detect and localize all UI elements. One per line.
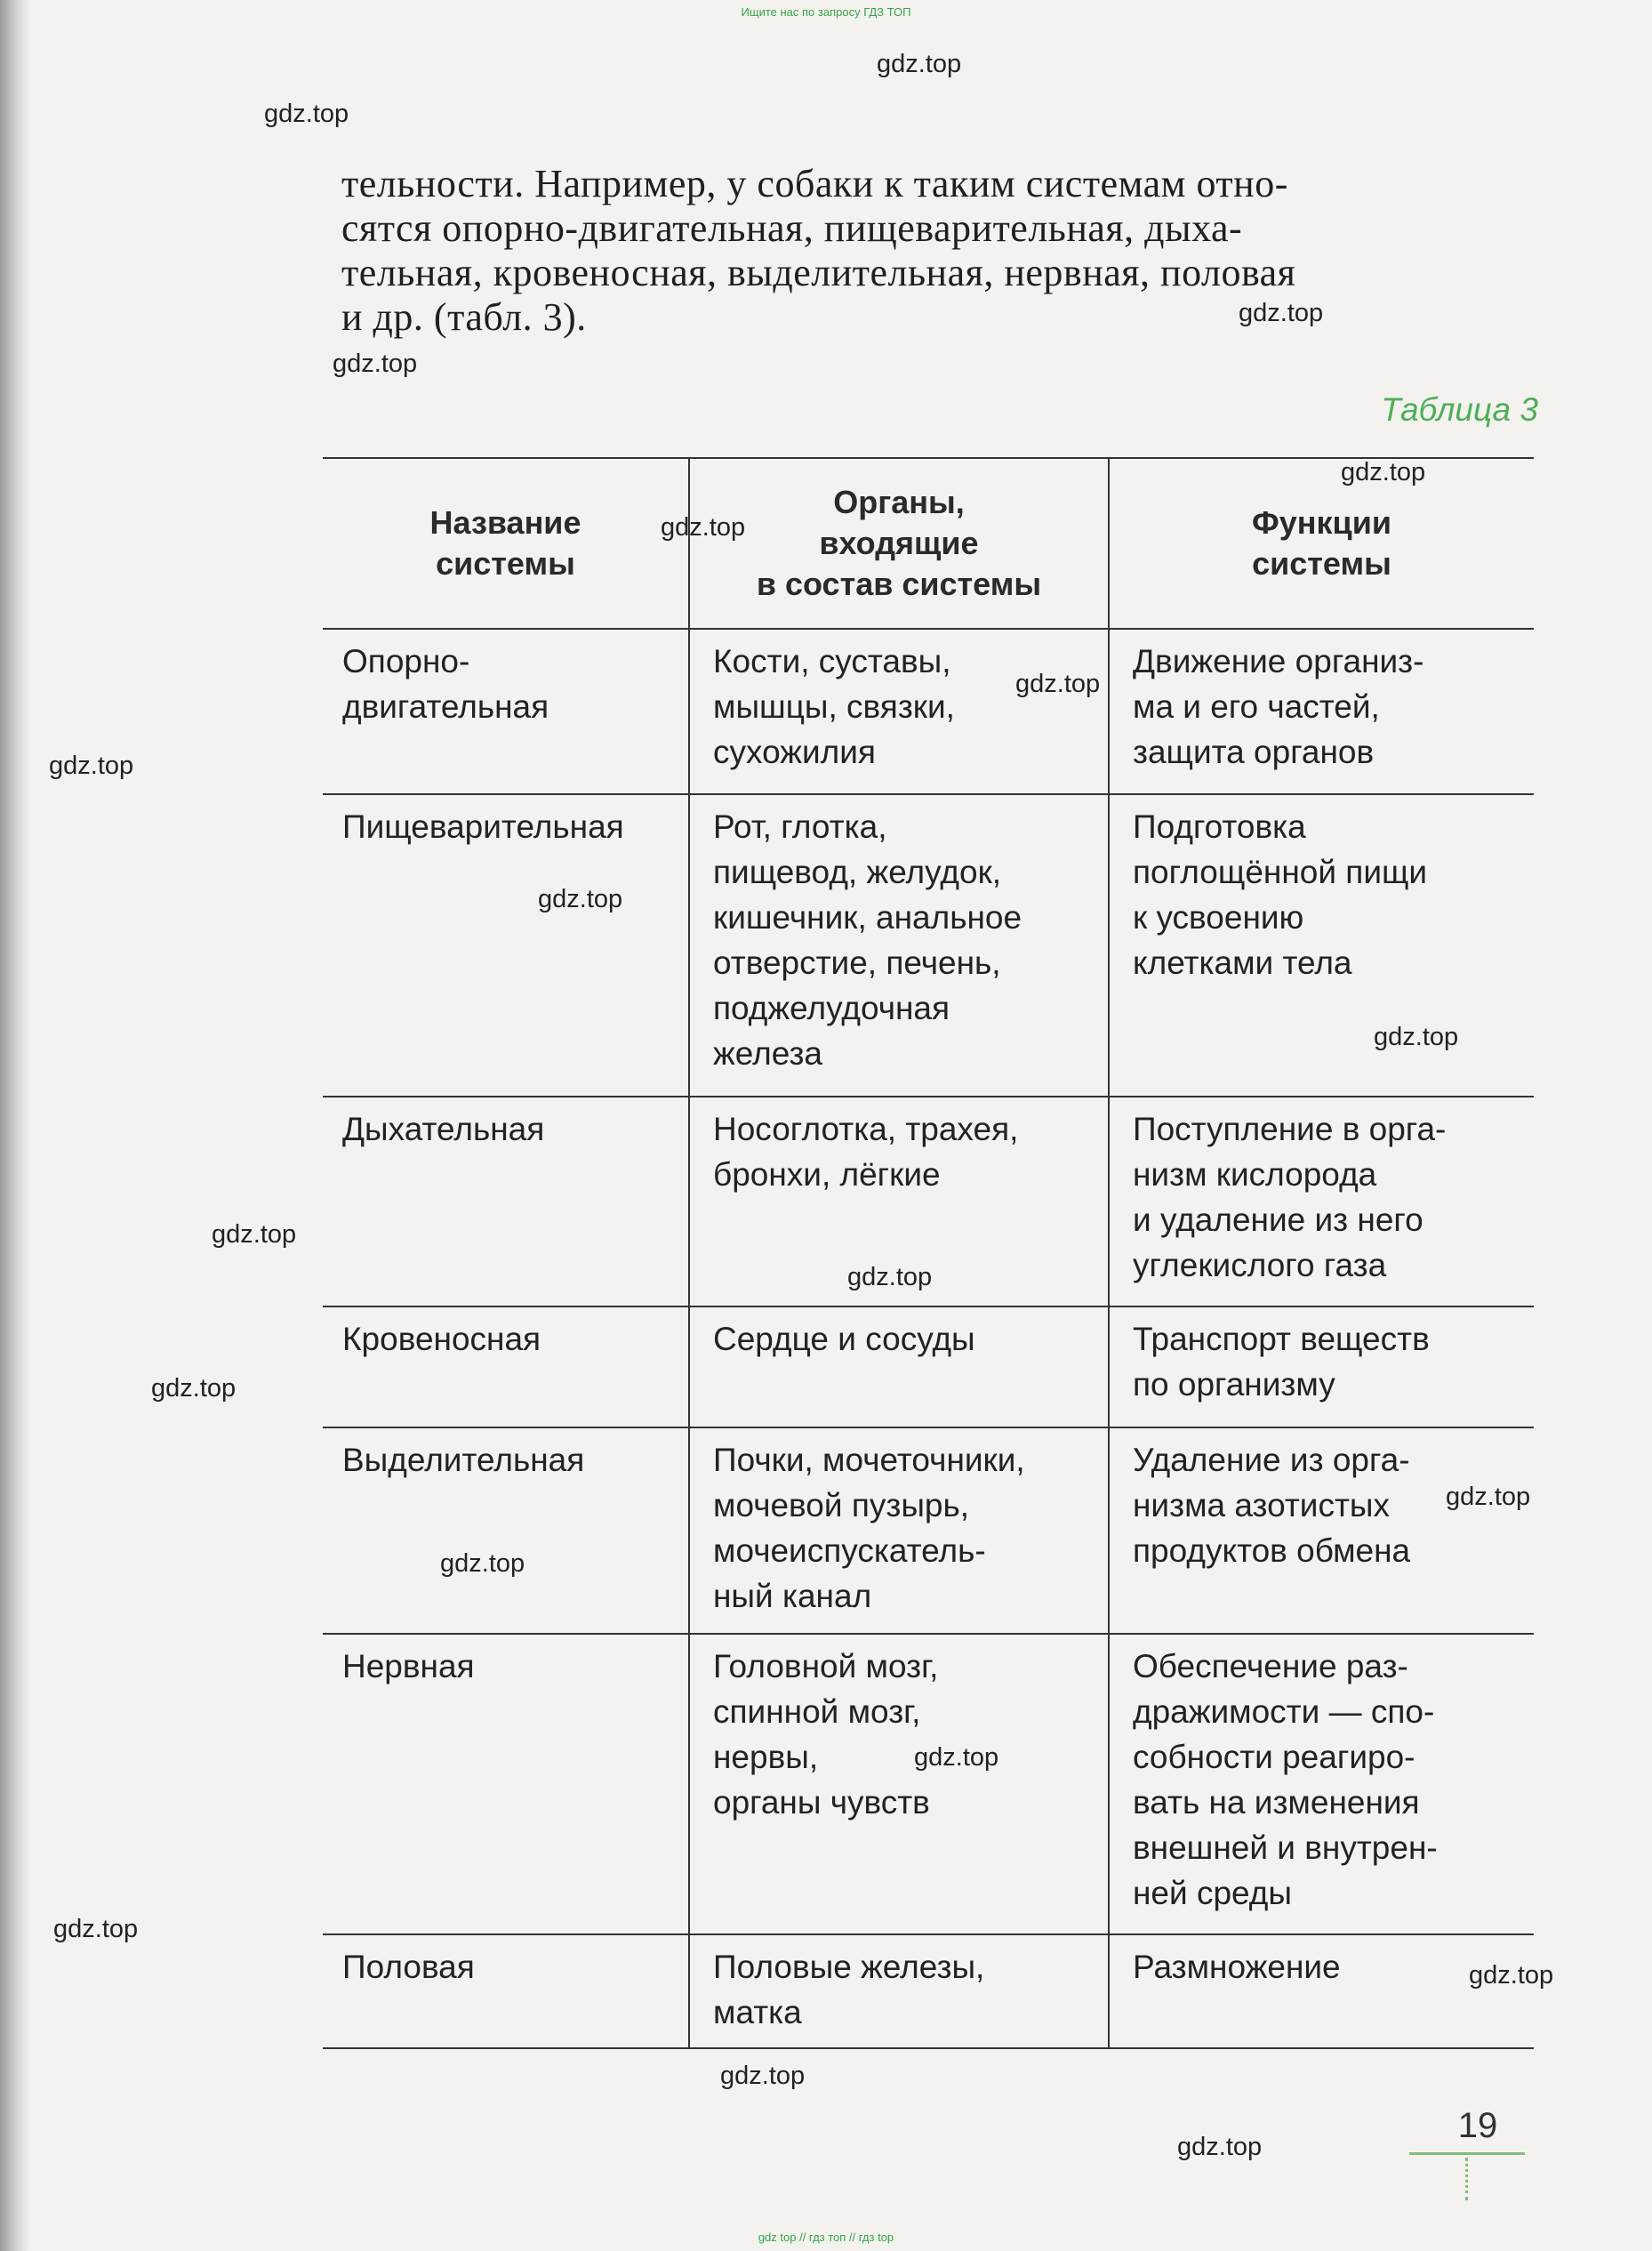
intro-line: тельности. Например, у собаки к таким системам отно- — [341, 162, 1288, 205]
page-binding-shadow — [0, 0, 30, 2251]
watermark: gdz.top — [847, 1263, 933, 1291]
table-header-row — [323, 458, 1534, 629]
cell-organs: Сердце и сосуды — [689, 1306, 1109, 1427]
page-number-dots — [1465, 2158, 1468, 2200]
watermark: gdz.top — [720, 2062, 806, 2090]
table-row — [323, 794, 1534, 1097]
cell-system-name: Кровеносная — [323, 1306, 689, 1427]
watermark: gdz.top — [1015, 670, 1101, 698]
cell-organs: Носоглотка, трахея, бронхи, лёгкие — [689, 1097, 1109, 1306]
cell-functions: Размножение — [1109, 1934, 1534, 2048]
watermark: gdz.top — [1446, 1483, 1531, 1511]
watermark: gdz.top — [151, 1374, 237, 1403]
cell-system-name: Пищеварительная — [323, 794, 689, 1097]
watermark: gdz.top — [661, 513, 746, 542]
table-row — [323, 1097, 1534, 1306]
cell-system-name: Опорно- двигательная — [323, 629, 689, 794]
cell-system-name: Нервная — [323, 1634, 689, 1934]
watermark: gdz.top — [1177, 2133, 1263, 2161]
cell-functions: Обеспечение раз- дражимости — спо- собности реагиро- вать на изменения внешней и внутрен- ней среды — [1109, 1634, 1534, 1934]
table-row — [323, 629, 1534, 794]
cell-organs: Кости, суставы, мышцы, связки, сухожилия — [689, 629, 1109, 794]
cell-organs: Рот, глотка, пищевод, желудок, кишечник, анальное отверстие, печень, поджелудочная железа — [689, 794, 1109, 1097]
cell-organs: Половые железы, матка — [689, 1934, 1109, 2048]
intro-paragraph — [341, 162, 1537, 340]
cell-functions: Удаление из орга- низма азотистых продуктов обмена — [1109, 1427, 1534, 1634]
cell-system-name: Половая — [323, 1934, 689, 2048]
intro-line: тельная, кровеносная, выделительная, нервная, половая — [341, 251, 1296, 294]
header-system-name: Название системы — [323, 458, 689, 629]
cell-organs: Головной мозг, спинной мозг, нервы, органы чувств — [689, 1634, 1109, 1934]
page-number: 19 — [1457, 2106, 1498, 2145]
header-notice: Ищите нас по запросу ГДЗ ТОП — [741, 5, 911, 19]
watermark: gdz.top — [440, 1549, 525, 1578]
cell-functions: Транспорт веществ по организму — [1109, 1306, 1534, 1427]
watermark: gdz.top — [538, 885, 623, 913]
watermark: gdz.top — [1341, 458, 1426, 486]
header-organs: Органы, входящие в состав системы — [689, 458, 1109, 629]
table-caption: Таблица 3 — [1381, 391, 1538, 428]
table-row — [323, 1634, 1534, 1934]
watermark: gdz.top — [212, 1220, 297, 1249]
watermark: gdz.top — [877, 50, 962, 78]
watermark: gdz.top — [1239, 299, 1324, 327]
cell-organs: Почки, мочеточники, мочевой пузырь, мочеиспускатель- ный канал — [689, 1427, 1109, 1634]
cell-functions: Поступление в орга- низм кислорода и удаление из него углекислого газа — [1109, 1097, 1534, 1306]
watermark: gdz.top — [333, 350, 418, 378]
page-number-rule — [1409, 2152, 1525, 2155]
header-functions: Функции системы — [1109, 458, 1534, 629]
watermark: gdz.top — [1469, 1961, 1554, 1990]
watermark: gdz.top — [1374, 1023, 1459, 1051]
cell-system-name: Дыхательная — [323, 1097, 689, 1306]
footer-links: gdz top // гдз топ // гдз top — [758, 2231, 894, 2244]
table-row — [323, 1427, 1534, 1634]
table-row — [323, 1306, 1534, 1427]
cell-functions: Движение организ- ма и его частей, защита органов — [1109, 629, 1534, 794]
intro-line: сятся опорно-двигательная, пищеварительная, дыха- — [341, 206, 1243, 250]
cell-functions: Подготовка поглощённой пищи к усвоению клетками тела — [1109, 794, 1534, 1097]
watermark: gdz.top — [53, 1915, 139, 1943]
watermark: gdz.top — [264, 100, 349, 128]
intro-line: и др. (табл. 3). — [341, 295, 587, 339]
cell-system-name: Выделительная — [323, 1427, 689, 1634]
organ-systems-table — [323, 457, 1534, 2049]
table-row — [323, 1934, 1534, 2048]
watermark: gdz.top — [914, 1743, 999, 1772]
watermark: gdz.top — [49, 752, 134, 780]
